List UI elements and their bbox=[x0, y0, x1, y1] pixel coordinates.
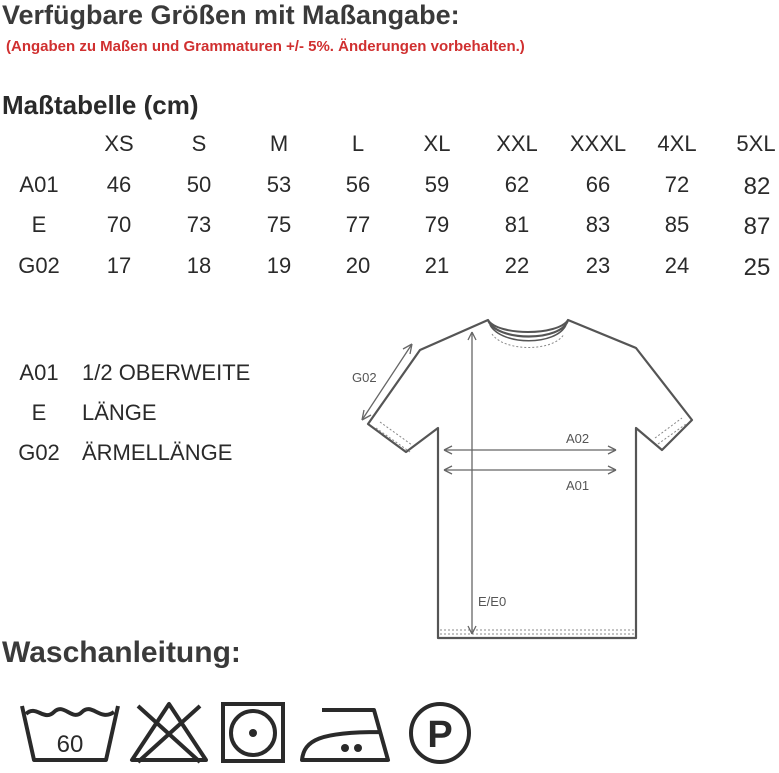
column-header-xxl: XXL bbox=[496, 131, 538, 156]
table-cell: 20 bbox=[345, 253, 371, 278]
table-cell: 53 bbox=[266, 172, 292, 197]
legend-text: LÄNGE bbox=[82, 400, 157, 425]
no-bleach-icon bbox=[128, 700, 210, 764]
page-title: Verfügbare Größen mit Maßangabe: bbox=[2, 0, 460, 30]
table-cell: 56 bbox=[345, 172, 371, 197]
tumble-dry-icon bbox=[220, 700, 286, 764]
legend-code: A01 bbox=[19, 360, 59, 385]
table-cell: 59 bbox=[424, 172, 450, 197]
legend-code: E bbox=[31, 400, 47, 425]
table-cell: 87 bbox=[743, 213, 771, 240]
legend-item-e bbox=[6, 400, 157, 426]
dry-clean-letter: P bbox=[427, 714, 453, 756]
table-cell: 25 bbox=[743, 254, 771, 281]
column-header-4xl: 4XL bbox=[657, 131, 697, 156]
care-icons bbox=[18, 700, 488, 766]
table-cell: 85 bbox=[664, 212, 690, 237]
table-cell: 46 bbox=[106, 172, 132, 197]
table-cell: 81 bbox=[504, 212, 530, 237]
legend-text: 1/2 OBERWEITE bbox=[82, 360, 251, 385]
table-cell: 62 bbox=[504, 172, 530, 197]
disclaimer-note: (Angaben zu Maßen und Grammaturen +/- 5%. Änderungen vorbehalten.) bbox=[6, 38, 525, 55]
row-label-e: E bbox=[31, 212, 47, 237]
column-header-l: L bbox=[351, 131, 365, 156]
tshirt-measurement-diagram bbox=[340, 312, 700, 648]
care-instructions-title: Waschanleitung: bbox=[2, 636, 241, 669]
table-cell: 79 bbox=[424, 212, 450, 237]
diagram-label-g02: G02 bbox=[352, 370, 377, 385]
table-cell: 70 bbox=[106, 212, 132, 237]
table-cell: 23 bbox=[585, 253, 611, 278]
diagram-label-a01: A01 bbox=[566, 478, 590, 493]
diagram-label-a02: A02 bbox=[566, 431, 590, 446]
table-cell: 50 bbox=[186, 172, 212, 197]
column-header-xxxl: XXXL bbox=[569, 131, 627, 156]
table-cell: 19 bbox=[266, 253, 292, 278]
table-cell: 73 bbox=[186, 212, 212, 237]
row-label-a01: A01 bbox=[19, 172, 59, 197]
table-cell: 72 bbox=[664, 172, 690, 197]
table-cell: 75 bbox=[266, 212, 292, 237]
table-cell: 17 bbox=[106, 253, 132, 278]
wash-temperature: 60 bbox=[56, 731, 84, 758]
table-cell: 24 bbox=[664, 253, 690, 278]
column-header-xl: XL bbox=[423, 131, 451, 156]
table-cell: 21 bbox=[424, 253, 450, 278]
row-label-g02: G02 bbox=[18, 253, 60, 278]
table-cell: 77 bbox=[345, 212, 371, 237]
column-header-m: M bbox=[269, 131, 289, 156]
wash-60-icon bbox=[18, 700, 122, 764]
table-cell: 18 bbox=[186, 253, 212, 278]
table-cell: 82 bbox=[743, 173, 771, 200]
legend-text: ÄRMELLÄNGE bbox=[82, 440, 233, 465]
table-cell: 83 bbox=[585, 212, 611, 237]
iron-two-dots-icon bbox=[300, 700, 394, 764]
column-header-5xl: 5XL bbox=[736, 131, 776, 156]
legend-item-a01 bbox=[6, 360, 250, 386]
table-cell: 22 bbox=[504, 253, 530, 278]
dry-clean-p-icon bbox=[404, 700, 476, 766]
legend-item-g02 bbox=[6, 440, 232, 466]
size-table-title: Maßtabelle (cm) bbox=[2, 90, 199, 120]
column-header-xs: XS bbox=[104, 131, 134, 156]
column-header-s: S bbox=[191, 131, 207, 156]
diagram-label-e: E/E0 bbox=[478, 594, 507, 609]
legend-code: G02 bbox=[18, 440, 60, 465]
table-cell: 66 bbox=[585, 172, 611, 197]
